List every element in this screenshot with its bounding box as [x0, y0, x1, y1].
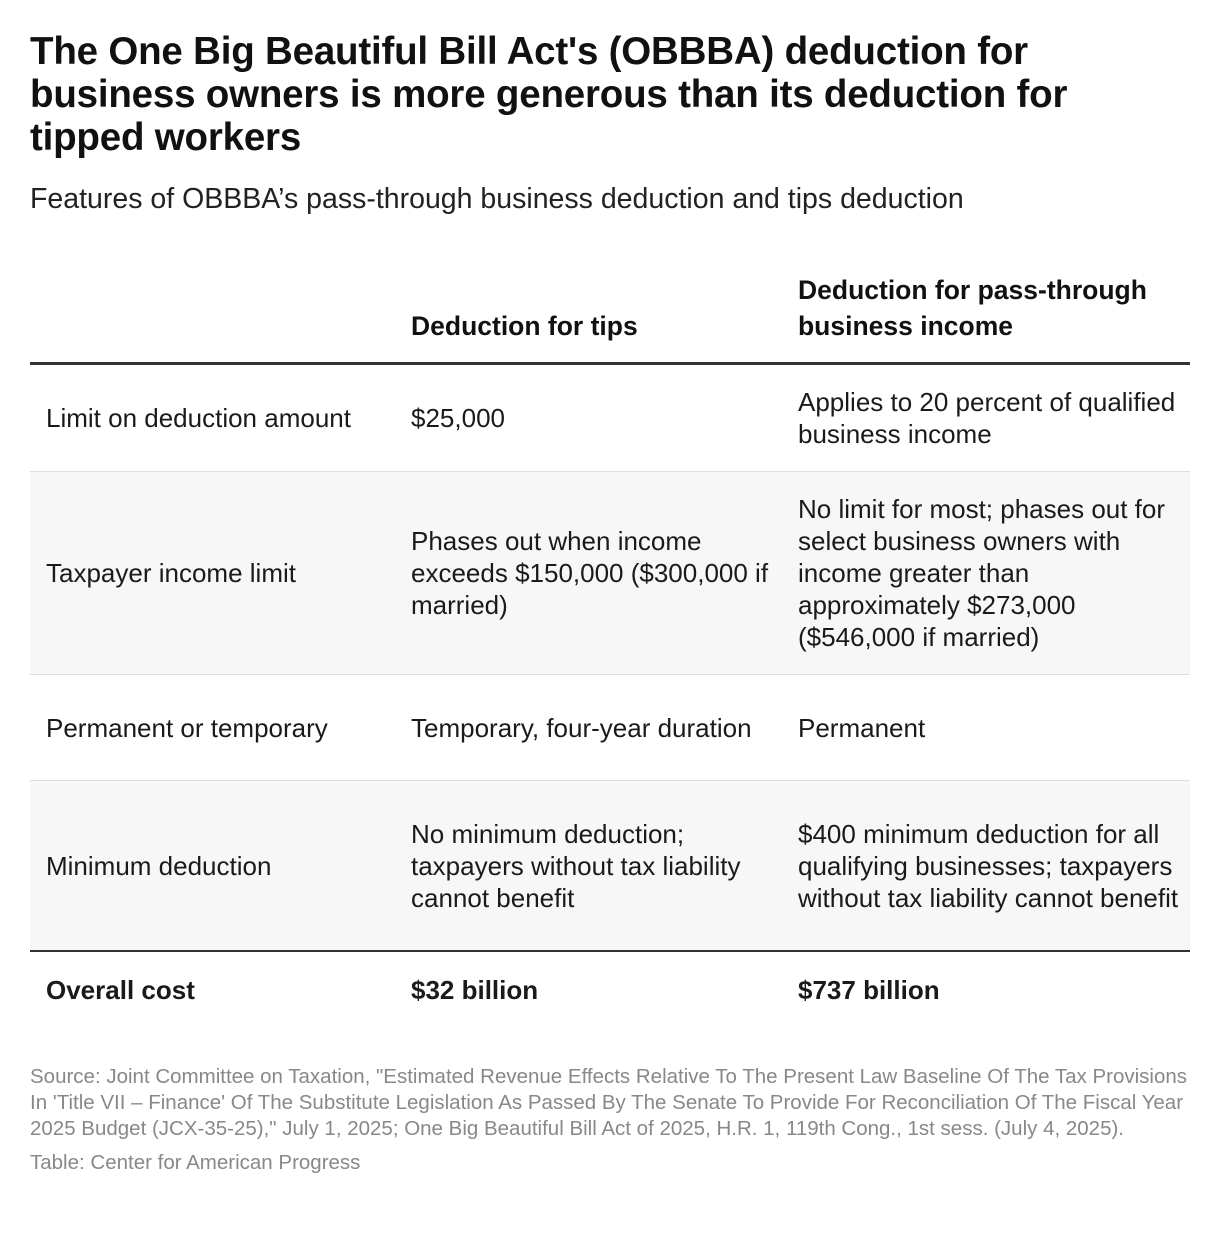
page-title: The One Big Beautiful Bill Act's (OBBBA) deduction for business owners is more generous than its deduction for tipped workers	[30, 30, 1068, 159]
row-feature-cell: Minimum deduction	[30, 781, 395, 952]
total-tips-cell: $32 billion	[395, 951, 782, 1027]
passthrough-value-cell: Permanent	[782, 675, 1190, 781]
page-subtitle: Features of OBBBA’s pass-through business deduction and tips deduction	[30, 183, 964, 215]
table-total-row	[30, 951, 1190, 1027]
table-row	[30, 675, 1190, 781]
tips-value-cell: No minimum deduction; taxpayers without tax liability cannot benefit	[395, 781, 782, 952]
table-credit: Table: Center for American Progress	[30, 1151, 361, 1174]
total-label-cell: Overall cost	[30, 951, 395, 1027]
passthrough-value-cell: No limit for most; phases out for select business owners with income greater than approximately $273,000 ($546,000 if married)	[782, 472, 1190, 675]
row-feature-cell: Limit on deduction amount	[30, 364, 395, 472]
comparison-table	[30, 272, 1190, 1027]
tips-value-cell: Phases out when income exceeds $150,000 ($300,000 if married)	[395, 472, 782, 675]
row-feature-cell: Taxpayer income limit	[30, 472, 395, 675]
column-header-tips: Deduction for tips	[395, 272, 782, 364]
row-feature-cell: Permanent or temporary	[30, 675, 395, 781]
tips-value-cell: Temporary, four-year duration	[395, 675, 782, 781]
table-row	[30, 781, 1190, 952]
table-row	[30, 364, 1190, 472]
tips-value-cell: $25,000	[395, 364, 782, 472]
passthrough-value-cell: $400 minimum deduction for all qualifying businesses; taxpayers without tax liability cannot benefit	[782, 781, 1190, 952]
footnotes	[30, 1064, 1190, 1176]
column-header-passthrough: Deduction for pass-through business income	[782, 272, 1190, 364]
column-header-feature	[30, 272, 395, 364]
passthrough-value-cell: Applies to 20 percent of qualified business income	[782, 364, 1190, 472]
source-note: Source: Joint Committee on Taxation, "Estimated Revenue Effects Relative To The Present Law Baseline Of The Tax Provisions In 'Title VII – Finance' Of The Substitute Legislation As Passed By The Senate To Provide For Reconciliation Of The Fiscal Year 2025 Budget (JCX-35-25)," July 1, 2025; One Big Beautiful Bill Act of 2025, H.R. 1, 119th Cong., 1st sess. (July 4, 2025).	[30, 1065, 1188, 1140]
table-row	[30, 472, 1190, 675]
total-passthrough-cell: $737 billion	[782, 951, 1190, 1027]
table-header-row	[30, 272, 1190, 364]
